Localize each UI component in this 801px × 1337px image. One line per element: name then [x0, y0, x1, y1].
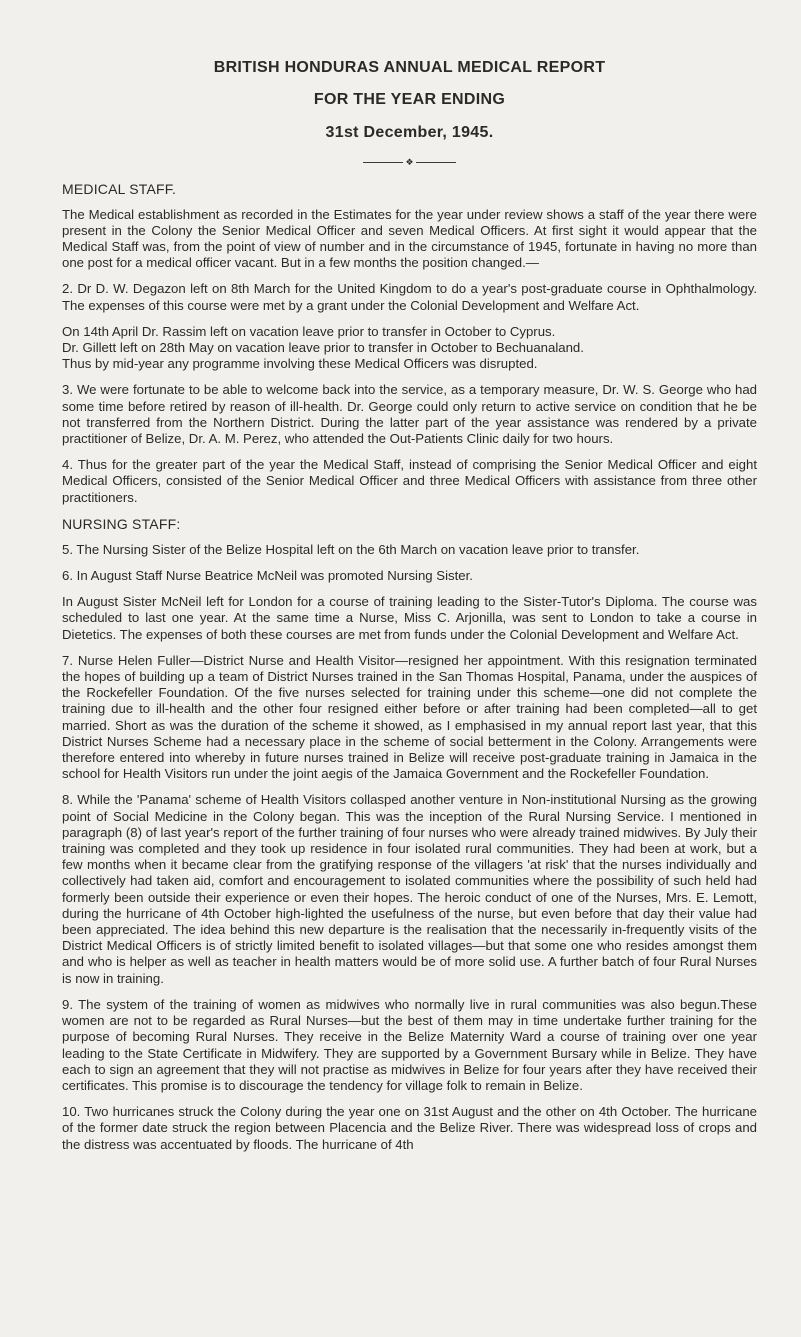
divider-line-left — [363, 162, 403, 163]
paragraph: 2. Dr D. W. Degazon left on 8th March for the United Kingdom to do a year's post-graduate course in Ophthalmology. The expenses of this course were met by a grant under the Colonial Development and Welfare Act. — [62, 281, 757, 313]
paragraph: 5. The Nursing Sister of the Belize Hospital left on the 6th March on vacation leave prior to transfer. — [62, 541, 640, 557]
paragraph: The Medical establishment as recorded in the Estimates for the year under review shows a staff of the year there were present in the Colony the Senior Medical Officer and seven Medical Officers. At first sight it would appear that the Medical Staff was, from the point of view of number and in the circumstance of 1945, fortunate in having no more than one post for a medical officer vacant. But in a few months the position changed.— — [62, 206, 757, 271]
paragraph: 4. Thus for the greater part of the year the Medical Staff, instead of comprising the Senior Medical Officer and eight Medical Officers, consisted of the Senior Medical Officer and three Medical Officers with assistance from three other practitioners. — [62, 457, 757, 505]
ornament-divider — [62, 158, 757, 167]
report-date: 31st December, 1945. — [325, 124, 494, 142]
paragraph: Thus by mid-year any programme involving these Medical Officers was disrupted. — [62, 356, 538, 372]
paragraph: On 14th April Dr. Rassim left on vacation leave prior to transfer in October to Cyprus. — [62, 323, 556, 339]
paragraph: 3. We were fortunate to be able to welcome back into the service, as a temporary measure, Dr. W. S. George who had some time before retired by reason of ill-health. Dr. George could only return to active service on condition that he be not transferred from the Northern District. During the latter part of the year assistance was rendered by a private practitioner of Belize, Dr. A. M. Perez, who attended the Out-Patients Clinic daily for two hours. — [62, 382, 757, 446]
report-title: BRITISH HONDURAS ANNUAL MEDICAL REPORT — [213, 59, 606, 76]
paragraph: 10. Two hurricanes struck the Colony during the year one on 31st August and the other on 4th October. The hurricane of the former date struck the region between Placencia and the Belize River. There was widespread loss of crops and the distress was accentuated by floods. The hurricane of 4th — [62, 1104, 757, 1152]
divider-line-right — [416, 162, 456, 163]
section-heading-nursing-staff: NURSING STAFF: — [62, 515, 181, 532]
paragraph: In August Sister McNeil left for London for a course of training leading to the Sister-Tutor's Diploma. The course was scheduled to last one year. At the same time a Nurse, Miss C. Arjonilla, was sent to London to take a course in Dietetics. The expenses of both these courses are met from funds under the Colonial Development and Welfare Act. — [62, 594, 757, 642]
divider-ornament-icon: ❖ — [405, 156, 414, 167]
paragraph: 6. In August Staff Nurse Beatrice McNeil was promoted Nursing Sister. — [62, 568, 473, 584]
paragraph: 8. While the 'Panama' scheme of Health Visitors collasped another venture in Non-institutional Nursing as the growing point of Social Medicine in the Colony began. This was the inception of the Rural Nursing Service. I mentioned in paragraph (8) of last year's report of the further training of four nurses who were already trained midwives. By July their training was completed and they took up residence in four isolated rural communities. They had been at work, but a few months when it became clear from the gratifying response of the villagers 'at risk' that the nurses individually and collectively had taken aid, comfort and encouragement to isolated communities where the possibility of such held had formerly been outside their experience or even their hopes. The heroic conduct of one of the Nurses, Mrs. E. Lemott, during the hurricane of 4th October high-lighted the usefulness of the nurse, but even before that day their value had been appreciated. The idea behind this new departure is the realisation that the necessarily in-frequently visits of the District Medical Officers is of strictly limited benefit to isolated villages—but that some one who resides amongst them and who is helper as well as teacher in health matters would be of more solid use. A further batch of four Rural Nurses is now in training. — [62, 792, 757, 986]
report-subtitle: FOR THE YEAR ENDING — [313, 91, 506, 109]
paragraph: Dr. Gillett left on 28th May on vacation leave prior to transfer in October to Bechuanaland. — [62, 339, 584, 355]
paragraph: 9. The system of the training of women as midwives who normally live in rural communities was also begun.These women are not to be regarded as Rural Nurses—but the best of them may in time undertake further training for the purpose of becoming Rural Nurses. They receive in the Belize Maternity Ward a course of training over one year leading to the State Certificate in Midwifery. They are supported by a Government Bursary while in Belize. They have each to sign an agreement that they will not practise as midwives in Belize for four years after they have received their certificates. This promise is to discourage the tendency for village folk to remain in Belize. — [62, 996, 757, 1093]
paragraph: 7. Nurse Helen Fuller—District Nurse and Health Visitor—resigned her appointment. With this resignation terminated the hopes of building up a team of District Nurses trained in the San Thomas Hospital, Panama, under the auspices of the Rockefeller Foundation. Of the five nurses selected for training under this scheme—one did not complete the training due to ill-health and the other four resigned either before or after training had been completed—all to get married. Short as was the duration of the scheme it showed, as I emphasised in my annual report last year, that this District Nurses Scheme had a necessary place in the scheme of social betterment in the Colony. Arrangements were therefore entered into whereby in future nurses trained in Belize will receive post-graduate training in Jamaica in the school for Health Visitors run under the joint aegis of the Jamaica Government and the Rockefeller Foundation. — [62, 652, 757, 782]
section-heading-medical-staff: MEDICAL STAFF. — [62, 180, 177, 197]
